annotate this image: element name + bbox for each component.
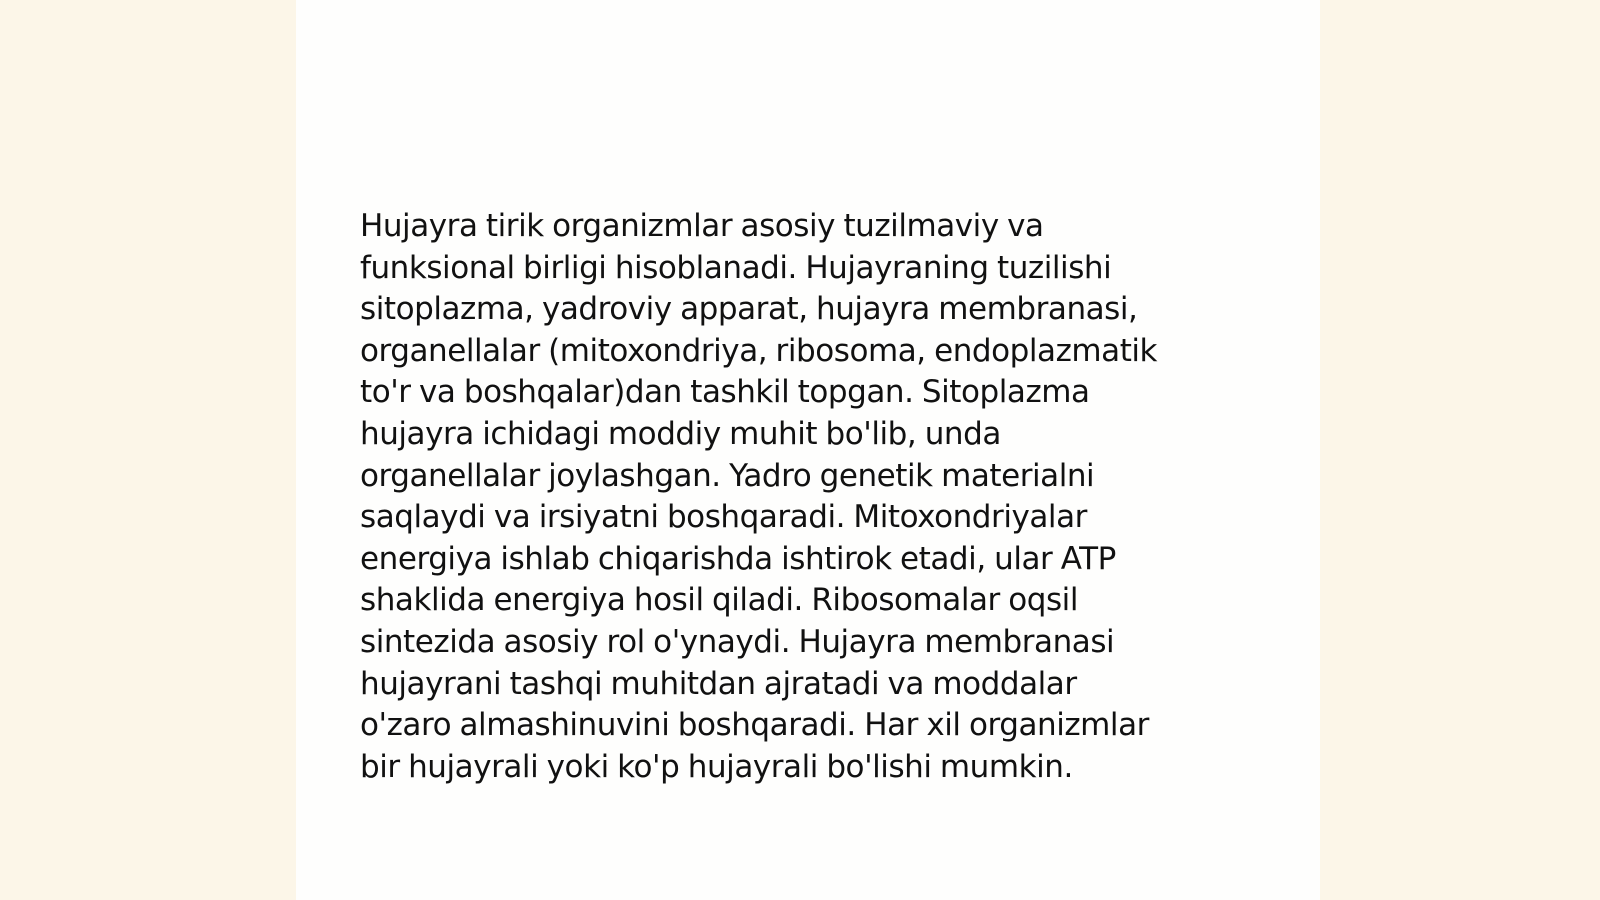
paragraph-line: organellalar joylashgan. Yadro genetik materialni <box>360 457 1095 494</box>
paragraph-line: funksional birligi hisoblanadi. Hujayraning tuzilishi <box>360 249 1112 286</box>
paragraph-line: shaklida energiya hosil qiladi. Ribosomalar oqsil <box>360 582 1079 619</box>
paragraph-line: sitoplazma, yadroviy apparat, hujayra membranasi, <box>360 291 1138 328</box>
paragraph-line: hujayra ichidagi moddiy muhit bo'lib, unda <box>360 415 1001 452</box>
document-sheet <box>296 0 1320 900</box>
paragraph-line: saqlaydi va irsiyatni boshqaradi. Mitoxondriyalar <box>360 499 1087 536</box>
paragraph-line: hujayrani tashqi muhitdan ajratadi va moddalar <box>360 665 1077 702</box>
paragraph-line: sintezida asosiy rol o'ynaydi. Hujayra membranasi <box>360 623 1115 660</box>
body-paragraph <box>360 206 1250 788</box>
paragraph-line: organellalar (mitoxondriya, ribosoma, endoplazmatik <box>360 332 1158 369</box>
paragraph-line: Hujayra tirik organizmlar asosiy tuzilmaviy va <box>360 208 1044 244</box>
paragraph-line: energiya ishlab chiqarishda ishtirok etadi, ular ATP <box>360 540 1116 577</box>
paragraph-line: o'zaro almashinuvini boshqaradi. Har xil organizmlar <box>360 707 1149 744</box>
paragraph-line: to'r va boshqalar)dan tashkil topgan. Sitoplazma <box>360 374 1090 411</box>
paragraph-line: bir hujayrali yoki ko'p hujayrali bo'lishi mumkin. <box>360 748 1073 785</box>
